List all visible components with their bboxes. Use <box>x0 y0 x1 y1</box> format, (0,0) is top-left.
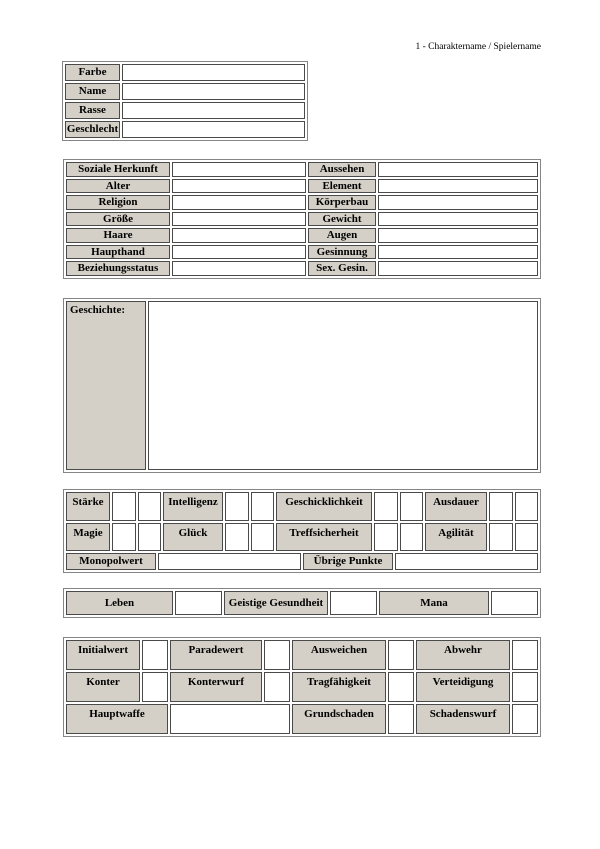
combat-value[interactable] <box>170 704 290 734</box>
attribute-value[interactable] <box>374 523 398 551</box>
details-row <box>66 212 538 227</box>
details-row <box>66 245 538 260</box>
combat-label: Paradewert <box>170 640 262 670</box>
details-left-value[interactable] <box>172 179 306 194</box>
basic-row <box>65 121 305 138</box>
combat-value[interactable] <box>142 672 168 702</box>
details-right-label: Gesinnung <box>308 245 376 260</box>
combat-value[interactable] <box>264 672 290 702</box>
combat-value[interactable] <box>264 640 290 670</box>
combat-label: Hauptwaffe <box>66 704 168 734</box>
combat-label: Konterwurf <box>170 672 262 702</box>
history-row <box>66 301 538 470</box>
combat-value[interactable] <box>512 672 538 702</box>
combat-value[interactable] <box>512 704 538 734</box>
vitals-table <box>63 588 541 618</box>
page-header-label: 1 - Charaktername / Spielername <box>415 42 541 52</box>
attribute-value[interactable] <box>138 523 162 551</box>
attribute-label: Treffsicherheit <box>276 523 372 551</box>
combat-value[interactable] <box>142 640 168 670</box>
details-left-value[interactable] <box>172 162 306 177</box>
details-right-value[interactable] <box>378 179 538 194</box>
basic-row-label: Geschlecht <box>65 121 120 138</box>
combat-value[interactable] <box>388 640 414 670</box>
attribute-value[interactable] <box>251 523 275 551</box>
history-table <box>63 298 541 473</box>
attribute-value[interactable] <box>515 523 539 551</box>
attribute-label: Agilität <box>425 523 487 551</box>
details-table <box>63 159 541 279</box>
attribute-value[interactable] <box>225 523 249 551</box>
attribute-label: Magie <box>66 523 110 551</box>
combat-value[interactable] <box>388 704 414 734</box>
basic-row-value[interactable] <box>122 64 305 81</box>
combat-table <box>63 637 541 737</box>
history-label: Geschichte: <box>66 301 146 470</box>
details-right-label: Sex. Gesin. <box>308 261 376 276</box>
vitals-value[interactable] <box>491 591 538 615</box>
basic-row-value[interactable] <box>122 121 305 138</box>
details-right-label: Aussehen <box>308 162 376 177</box>
combat-label: Tragfähigkeit <box>292 672 386 702</box>
basic-row <box>65 83 305 100</box>
combat-label: Abwehr <box>416 640 510 670</box>
attribute-summary-label: Übrige Punkte <box>303 553 393 570</box>
details-right-value[interactable] <box>378 212 538 227</box>
combat-label: Konter <box>66 672 140 702</box>
basic-row-value[interactable] <box>122 83 305 100</box>
attribute-value[interactable] <box>489 523 513 551</box>
attribute-summary-label: Monopolwert <box>66 553 156 570</box>
vitals-value[interactable] <box>330 591 377 615</box>
attribute-value[interactable] <box>225 492 249 521</box>
history-text-area[interactable] <box>148 301 538 470</box>
combat-label: Schadenswurf <box>416 704 510 734</box>
attribute-value[interactable] <box>112 492 136 521</box>
details-left-value[interactable] <box>172 212 306 227</box>
details-left-value[interactable] <box>172 245 306 260</box>
details-left-value[interactable] <box>172 228 306 243</box>
details-row <box>66 228 538 243</box>
details-left-label: Haupthand <box>66 245 170 260</box>
basic-row-label: Farbe <box>65 64 120 81</box>
vitals-label: Mana <box>379 591 489 615</box>
details-left-label: Größe <box>66 212 170 227</box>
details-left-label: Haare <box>66 228 170 243</box>
attribute-label: Ausdauer <box>425 492 487 521</box>
details-row <box>66 261 538 276</box>
combat-label: Initialwert <box>66 640 140 670</box>
attribute-summary-value[interactable] <box>158 553 301 570</box>
basic-info-table <box>62 61 308 141</box>
vitals-label: Geistige Gesundheit <box>224 591 328 615</box>
details-left-label: Beziehungsstatus <box>66 261 170 276</box>
attribute-label: Stärke <box>66 492 110 521</box>
details-right-value[interactable] <box>378 261 538 276</box>
details-right-label: Element <box>308 179 376 194</box>
attribute-value[interactable] <box>374 492 398 521</box>
attributes-table <box>63 489 541 573</box>
details-left-label: Soziale Herkunft <box>66 162 170 177</box>
basic-row <box>65 64 305 81</box>
vitals-label: Leben <box>66 591 173 615</box>
attribute-label: Intelligenz <box>163 492 223 521</box>
basic-row-label: Name <box>65 83 120 100</box>
attribute-summary-value[interactable] <box>395 553 538 570</box>
basic-row-label: Rasse <box>65 102 120 119</box>
details-row <box>66 195 538 210</box>
combat-row <box>66 672 538 702</box>
details-row <box>66 162 538 177</box>
details-left-label: Religion <box>66 195 170 210</box>
details-right-value[interactable] <box>378 228 538 243</box>
details-right-value[interactable] <box>378 195 538 210</box>
combat-label: Grundschaden <box>292 704 386 734</box>
details-left-value[interactable] <box>172 195 306 210</box>
details-right-value[interactable] <box>378 162 538 177</box>
vitals-value[interactable] <box>175 591 222 615</box>
details-right-label: Gewicht <box>308 212 376 227</box>
attribute-label: Glück <box>163 523 223 551</box>
attribute-value[interactable] <box>251 492 275 521</box>
vitals-row <box>66 591 538 615</box>
attribute-value[interactable] <box>489 492 513 521</box>
details-right-label: Körperbau <box>308 195 376 210</box>
attributes-row <box>66 523 538 551</box>
attribute-value[interactable] <box>400 523 424 551</box>
attributes-row <box>66 492 538 521</box>
details-left-value[interactable] <box>172 261 306 276</box>
combat-value[interactable] <box>388 672 414 702</box>
attribute-value[interactable] <box>138 492 162 521</box>
combat-label: Ausweichen <box>292 640 386 670</box>
attributes-summary-row <box>66 553 538 570</box>
combat-weapon-row <box>66 704 538 734</box>
attribute-value[interactable] <box>112 523 136 551</box>
attribute-value[interactable] <box>515 492 539 521</box>
details-right-label: Augen <box>308 228 376 243</box>
details-row <box>66 179 538 194</box>
details-left-label: Alter <box>66 179 170 194</box>
combat-label: Verteidigung <box>416 672 510 702</box>
basic-row-value[interactable] <box>122 102 305 119</box>
attribute-label: Geschicklichkeit <box>276 492 372 521</box>
basic-row <box>65 102 305 119</box>
combat-row <box>66 640 538 670</box>
details-right-value[interactable] <box>378 245 538 260</box>
combat-value[interactable] <box>512 640 538 670</box>
attribute-value[interactable] <box>400 492 424 521</box>
